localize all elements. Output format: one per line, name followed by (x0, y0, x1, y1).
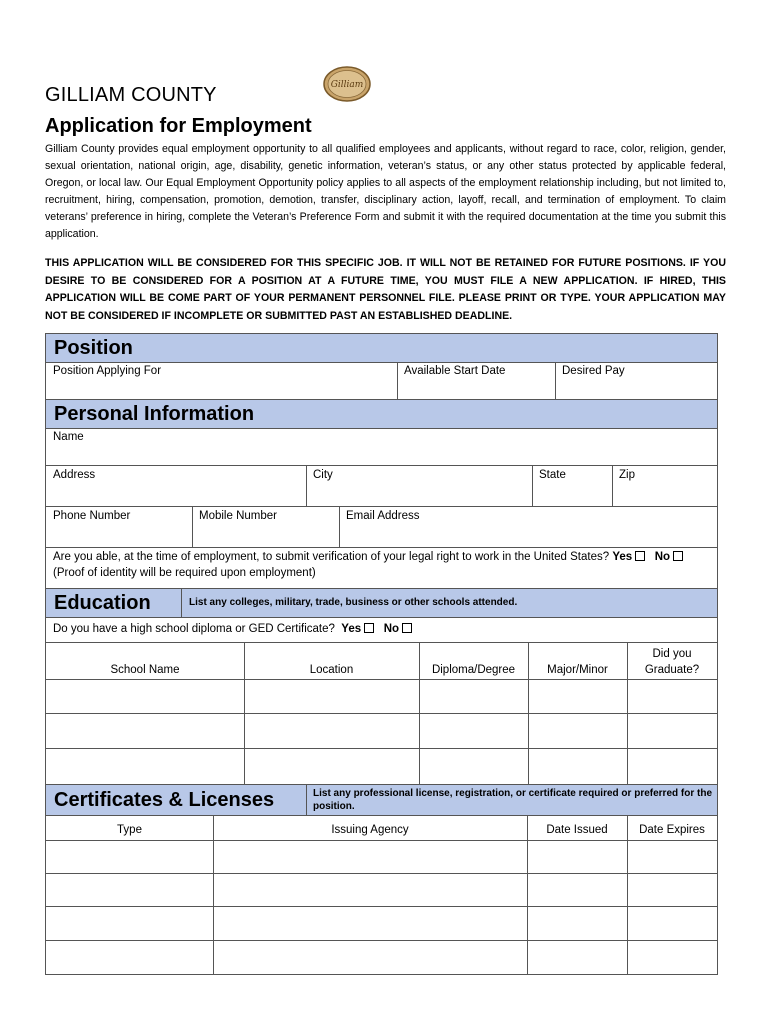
position-row (45, 362, 718, 400)
ged-no-checkbox[interactable] (402, 623, 412, 633)
county-name: GILLIAM COUNTY (45, 84, 217, 106)
divider (306, 785, 307, 815)
address-field[interactable]: Address (53, 469, 96, 481)
col-issuing-agency: Issuing Agency (331, 824, 409, 836)
ged-row (45, 617, 718, 643)
name-field[interactable]: Name (53, 431, 84, 443)
ged-question (53, 623, 412, 635)
certificates-hint: List any professional license, registration, or certificate required or preferred for the position. (313, 788, 712, 812)
phone-number-field[interactable]: Phone Number (53, 510, 131, 522)
divider (555, 363, 556, 399)
state-field[interactable]: State (539, 469, 566, 481)
email-address-field[interactable]: Email Address (346, 510, 420, 522)
work-yes-checkbox[interactable] (635, 551, 645, 561)
ged-yes-checkbox[interactable] (364, 623, 374, 633)
education-hint: List any colleges, military, trade, business or other schools attended. (189, 597, 518, 608)
ged-yes-label: Yes (341, 623, 362, 635)
divider (46, 748, 717, 749)
education-table (45, 642, 718, 785)
certificates-section-header (45, 784, 718, 816)
available-start-date-field[interactable]: Available Start Date (404, 365, 506, 377)
city-field[interactable]: City (313, 469, 333, 481)
divider (46, 679, 717, 680)
position-applying-field[interactable]: Position Applying For (53, 365, 162, 377)
svg-text:Gilliam: Gilliam (330, 80, 364, 90)
divider (532, 466, 533, 506)
certificates-section-title: Certificates & Licenses (54, 789, 275, 811)
work-eligibility-text: Are you able, at the time of employment, to submit verification of your legal right to work in the United States? (53, 551, 610, 563)
col-date-expires: Date Expires (639, 824, 705, 836)
col-type: Type (117, 824, 142, 836)
education-section-title: Education (54, 592, 151, 614)
work-no-checkbox[interactable] (673, 551, 683, 561)
divider (339, 507, 340, 547)
divider (46, 840, 717, 841)
col-diploma-degree: Diploma/Degree (431, 664, 516, 676)
divider (192, 507, 193, 547)
divider (397, 363, 398, 399)
divider (306, 466, 307, 506)
contact-row (45, 506, 718, 548)
col-major-minor: Major/Minor (547, 664, 608, 676)
form-title: Application for Employment (45, 115, 312, 137)
county-seal-logo (323, 66, 371, 102)
education-section-header (45, 588, 718, 618)
divider (46, 713, 717, 714)
application-notice: THIS APPLICATION WILL BE CONSIDERED FOR THIS SPECIFIC JOB. IT WILL NOT BE RETAINED FOR FUTURE POSITIONS. IF YOU DESIRE TO BE CONSIDERED FOR A POSITION AT A FUTURE TIME, YOU MUST FILE A NEW APPLICATION. IF HIRED, THIS APPLICATION WILL BE COME PART OF YOUR PERMANENT PERSONNEL FILE. PLEASE PRINT OR TYPE. YOUR APPLICATION MAY NOT BE CONSIDERED IF INCOMPLETE OR SUBMITTED PAST AN ESTABLISHED DEADLINE. (45, 257, 726, 323)
work-eligibility-question (53, 551, 683, 563)
position-section-title: Position (54, 337, 133, 359)
zip-field[interactable]: Zip (619, 469, 635, 481)
personal-section-header (45, 399, 718, 429)
divider (46, 873, 717, 874)
divider (181, 589, 182, 617)
proof-of-identity-note: (Proof of identity will be required upon employment) (53, 567, 316, 579)
col-school-name: School Name (110, 664, 180, 676)
desired-pay-field[interactable]: Desired Pay (562, 365, 625, 377)
eeo-statement: Gilliam County provides equal employment opportunity to all qualified employees and applicants, without regard to race, color, religion, gender, sexual orientation, national origin, age, disability, genetic information, veteran’s status, or any other status protected by applicable federal, Oregon, or local law. Our Equal Employment Opportunity policy applies to all aspects of the employment relationship including, but not limited to, recruitment, hiring, compensation, promotion, demotion, transfer, disciplinary action, layoff, recall, and termination of employment. To claim veterans’ preference in hiring, complete the Veteran’s Preference Form and submit it with the required documentation at the time you submit this application. (45, 143, 726, 241)
divider (46, 906, 717, 907)
address-row (45, 465, 718, 507)
certificates-table (45, 815, 718, 975)
work-no-label: No (654, 551, 671, 563)
mobile-number-field[interactable]: Mobile Number (199, 510, 277, 522)
work-yes-label: Yes (612, 551, 633, 563)
col-date-issued: Date Issued (546, 824, 608, 836)
position-section-header (45, 333, 718, 363)
col-did-you-graduate-line1: Did you (652, 648, 692, 660)
divider (612, 466, 613, 506)
ged-no-label: No (383, 623, 400, 635)
col-did-you-graduate-line2: Graduate? (644, 664, 700, 676)
name-row (45, 428, 718, 466)
work-eligibility-row (45, 547, 718, 589)
ged-question-text: Do you have a high school diploma or GED Certificate? (53, 623, 335, 635)
col-location: Location (309, 664, 354, 676)
personal-section-title: Personal Information (54, 403, 255, 425)
divider (46, 940, 717, 941)
